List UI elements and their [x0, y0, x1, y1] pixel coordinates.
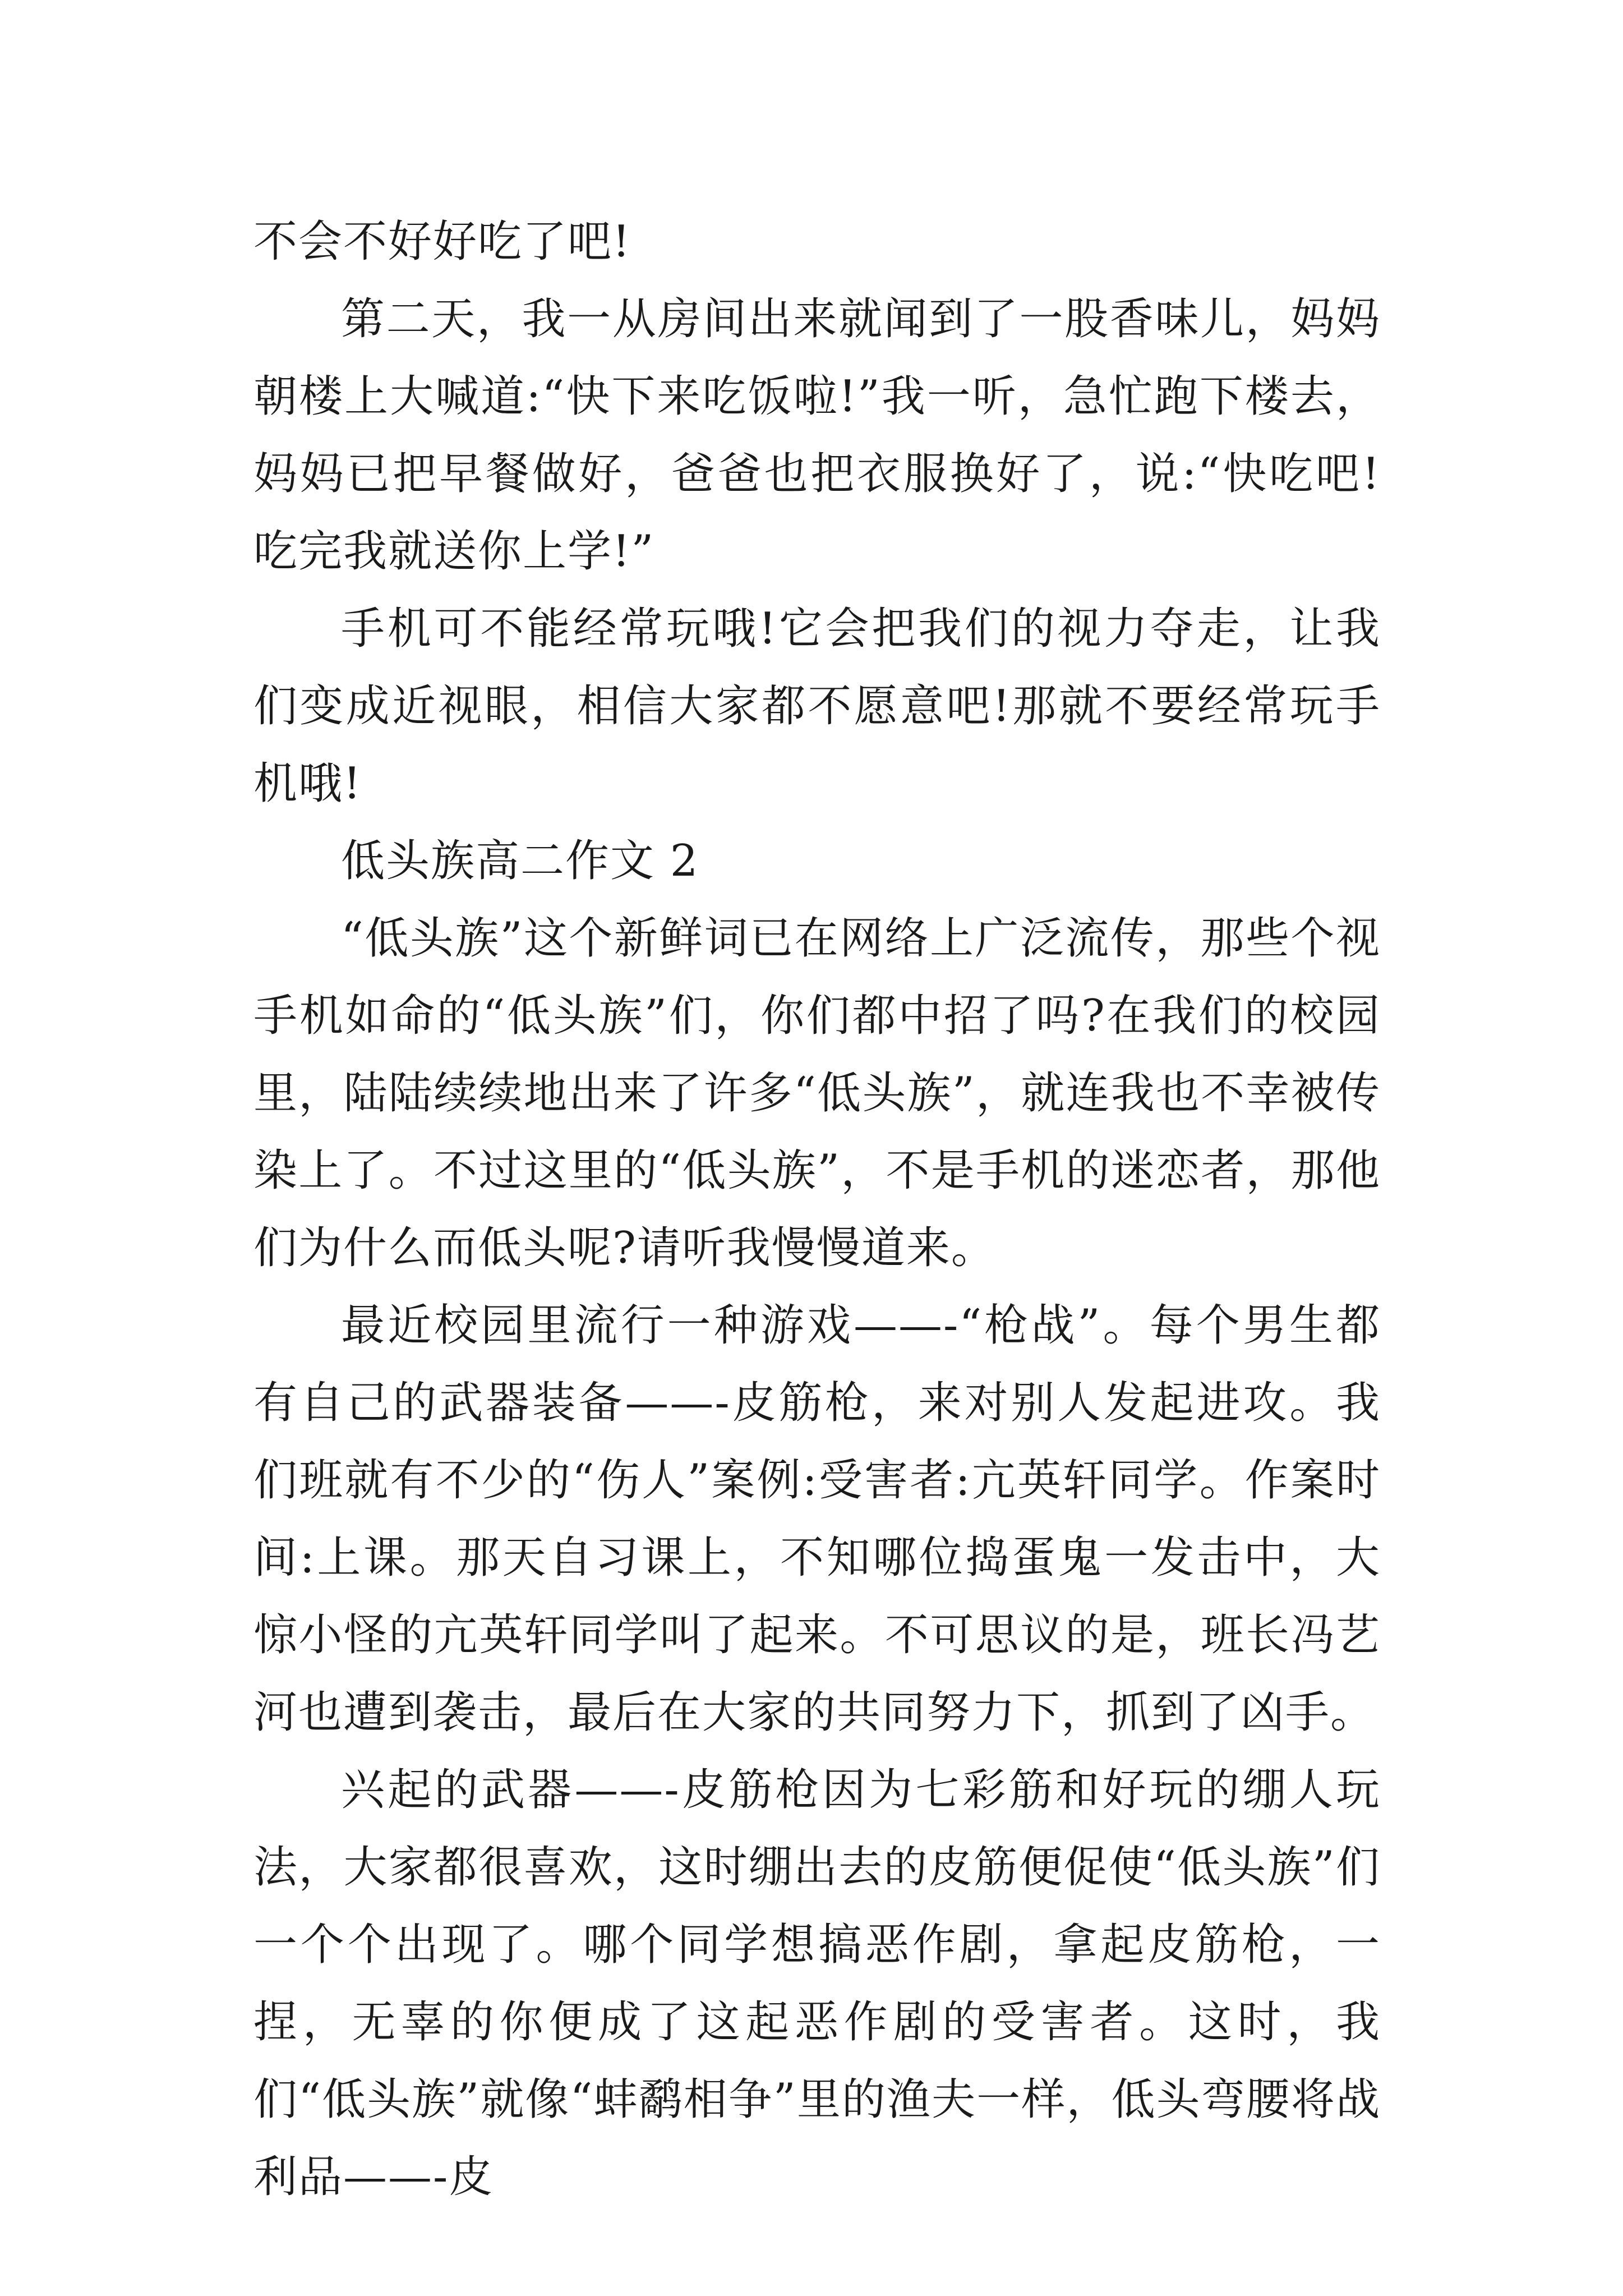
paragraph-6: 兴起的武器——-皮筋枪因为七彩筋和好玩的绷人玩法，大家都很喜欢，这时绷出去的皮筋便促使“低头族”们一个个出现了。哪个同学想搞恶作剧，拿起皮筋枪，一捏，无辜的你便成了这起恶作剧的受害者。这时，我们“低头族”就像“蚌鹬相争”里的渔夫一样，低头弯腰将战利品——-皮	[253, 1765, 1381, 2202]
document-body	[253, 203, 1381, 2216]
paragraph-3: 手机可不能经常玩哦!它会把我们的视力夺走，让我们变成近视眼，相信大家都不愿意吧!那就不要经常玩手机哦!	[253, 604, 1381, 809]
paragraph-4: “低头族”这个新鲜词已在网络上广泛流传，那些个视手机如命的“低头族”们，你们都中招了吗?在我们的校园里，陆陆续续地出来了许多“低头族”，就连我也不幸被传染上了。不过这里的“低头族”，不是手机的迷恋者，那他们为什么而低头呢?请听我慢慢道来。	[253, 913, 1381, 1273]
paragraph-2: 第二天，我一从房间出来就闻到了一股香味儿，妈妈朝楼上大喊道:“快下来吃饭啦!”我一听，急忙跑下楼去，妈妈已把早餐做好，爸爸也把衣服换好了，说:“快吃吧!吃完我就送你上学!”	[253, 294, 1381, 577]
essay-heading: 低头族高二作文 2	[341, 836, 699, 886]
paragraph-5: 最近校园里流行一种游戏——-“枪战”。每个男生都有自己的武器装备——-皮筋枪，来对别人发起进攻。我们班就有不少的“伤人”案例:受害者:亢英轩同学。作案时间:上课。那天自习课上，不知哪位捣蛋鬼一发击中，大惊小怪的亢英轩同学叫了起来。不可思议的是，班长冯艺河也遭到袭击，最后在大家的共同努力下，抓到了凶手。	[253, 1300, 1381, 1738]
paragraph-1: 不会不好好吃了吧!	[253, 217, 631, 267]
